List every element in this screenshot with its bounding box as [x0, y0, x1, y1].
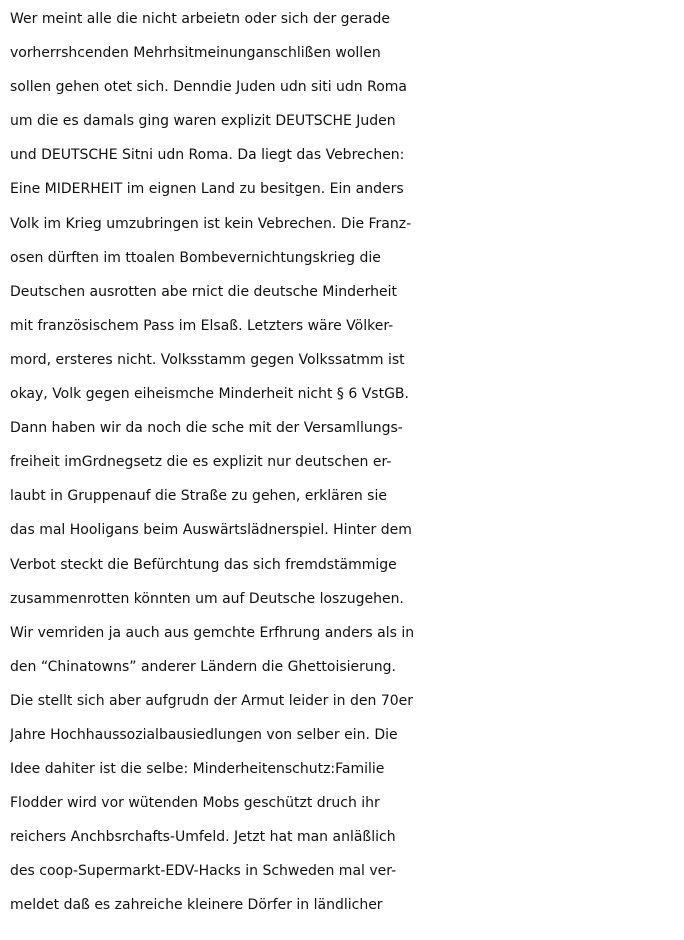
- text-line-15: laubt in Gruppenauf die Straße zu gehen, erklären sie: [10, 488, 387, 505]
- text-line-18: zusammenrotten könnten um auf Deutsche loszugehen.: [10, 590, 404, 607]
- document-body: [10, 2, 682, 923]
- text-line-1: Wer meint alle die nicht arbeietn oder sich der gerade: [10, 11, 390, 27]
- text-line-16: das mal Hooligans beim Auswärtslädnerspiel. Hinter dem: [10, 522, 412, 539]
- text-line-11: mord, ersteres nicht. Volksstamm gegen Volkssatmm ist: [10, 351, 405, 368]
- text-line-9: Deutschen ausrotten abe rnict die deutsche Minderheit: [10, 283, 398, 300]
- text-line-4: um die es damals ging waren explizit DEUTSCHE Juden: [10, 113, 396, 130]
- text-line-26: des coop-Supermarkt-EDV-Hacks in Schweden mal ver-: [10, 863, 397, 880]
- text-line-21: Die stellt sich aber aufgrudn der Armut leider in den 70er: [10, 692, 414, 709]
- text-line-6: Eine MIDERHEIT im eignen Land zu besitgen. Ein anders: [10, 181, 404, 198]
- text-line-27: meldet daß es zahreiche kleinere Dörfer in ländlicher: [10, 897, 383, 914]
- text-line-19: Wir vemriden ja auch aus gemchte Erfhrung anders als in: [10, 624, 415, 641]
- text-line-10: mit französischem Pass im Elsaß. Letzters wäre Völker-: [10, 317, 394, 334]
- text-line-17: Verbot steckt die Befürchtung das sich fremdstämmige: [10, 556, 397, 573]
- text-line-20: den “Chinatowns” anderer Ländern die Ghettoisierung.: [10, 658, 396, 675]
- text-line-24: Flodder wird vor wütenden Mobs geschützt druch ihr: [10, 795, 380, 812]
- text-line-23: Idee dahiter ist die selbe: Minderheitenschutz:Familie: [10, 761, 385, 778]
- text-line-13: Dann haben wir da noch die sche mit der Versamllungs-: [10, 420, 403, 437]
- text-line-12: okay, Volk gegen eiheismche Minderheit nicht § 6 VstGB.: [10, 386, 409, 403]
- text-line-8: osen dürften im ttoalen Bombevernichtungskrieg die: [10, 249, 381, 266]
- text-line-25: reichers Anchbsrchafts-Umfeld. Jetzt hat man anläßlich: [10, 829, 396, 846]
- text-line-2: vorherrshcenden Mehrhsitmeinunganschlißen wollen: [10, 45, 381, 62]
- text-line-5: und DEUTSCHE Sitni udn Roma. Da liegt das Vebrechen:: [10, 147, 405, 164]
- text-line-3: sollen gehen otet sich. Denndie Juden udn siti udn Roma: [10, 79, 408, 96]
- text-line-7: Volk im Krieg umzubringen ist kein Vebrechen. Die Franz-: [10, 215, 412, 232]
- text-line-22: Jahre Hochhaussozialbausiedlungen von selber ein. Die: [10, 726, 398, 743]
- text-line-14: freiheit imGrdnegsetz die es explizit nur deutschen er-: [10, 454, 392, 471]
